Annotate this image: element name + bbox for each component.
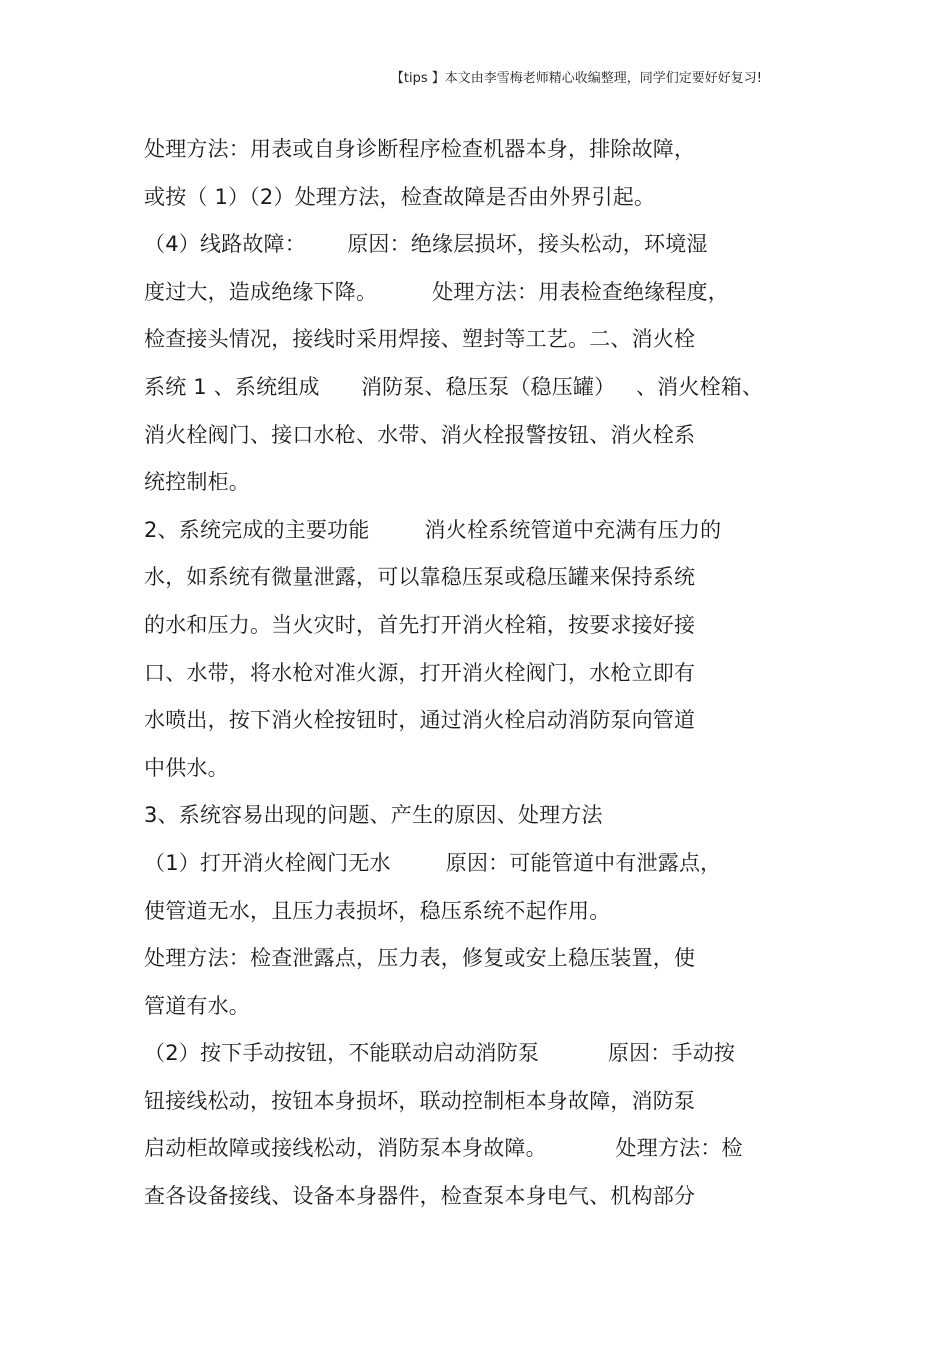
text-line: 钮接线松动，按钮本身损坏，联动控制柜本身故障，消防泵 xyxy=(144,1088,696,1113)
text-line: 水喷出，按下消火栓按钮时，通过消火栓启动消防泵向管道 xyxy=(144,708,696,733)
text-line: 启动柜故障或接线松动，消防泵本身故障。 处理方法：检 xyxy=(144,1136,743,1161)
text-line: 管道有水。 xyxy=(144,993,250,1018)
text-line: （4）线路故障： 原因：绝缘层损坏，接头松动，环境湿 xyxy=(144,232,708,257)
text-line: 统控制柜。 xyxy=(144,470,250,495)
text-line: 3、系统容易出现的问题、产生的原因、处理方法 xyxy=(144,803,603,828)
text-line: 处理方法：检查泄露点，压力表，修复或安上稳压装置，使 xyxy=(144,946,696,971)
text-line: 水，如系统有微量泄露，可以靠稳压泵或稳压罐来保持系统 xyxy=(144,565,696,590)
text-line: 中供水。 xyxy=(144,755,229,780)
text-line: 处理方法：用表或自身诊断程序检查机器本身，排除故障， xyxy=(144,137,696,161)
text-line: 检查接头情况，接线时采用焊接、塑封等工艺。二、消火栓 xyxy=(144,327,696,352)
text-line: （1）打开消火栓阀门无水 原因：可能管道中有泄露点， xyxy=(144,850,722,875)
text-line: 口、水带，将水枪对准火源，打开消火栓阀门，水枪立即有 xyxy=(144,660,696,685)
tips-header-note: 【tips 】本文由李雪梅老师精心收编整理，同学们定要好好复习! xyxy=(390,71,762,86)
text-line: 使管道无水，且压力表损坏，稳压系统不起作用。 xyxy=(144,898,611,923)
text-line: 2、系统完成的主要功能 消火栓系统管道中充满有压力的 xyxy=(144,517,722,542)
text-line: 或按（ 1）（2）处理方法，检查故障是否由外界引起。 xyxy=(144,184,656,209)
text-line: 度过大，造成绝缘下降。 处理方法：用表检查绝缘程度， xyxy=(144,279,729,304)
text-line: 的水和压力。当火灾时，首先打开消火栓箱，按要求接好接 xyxy=(144,612,696,637)
text-line: 查各设备接线、设备本身器件，检查泵本身电气、机构部分 xyxy=(144,1184,696,1209)
body-text xyxy=(144,126,844,1221)
text-line: （2）按下手动按钮，不能联动启动消防泵 原因：手动按 xyxy=(144,1041,736,1066)
text-line: 系统 1 、系统组成 消防泵、稳压泵（稳压罐） 、消火栓箱、 xyxy=(144,374,764,399)
text-line: 消火栓阀门、接口水枪、水带、消火栓报警按钮、消火栓系 xyxy=(144,422,696,447)
